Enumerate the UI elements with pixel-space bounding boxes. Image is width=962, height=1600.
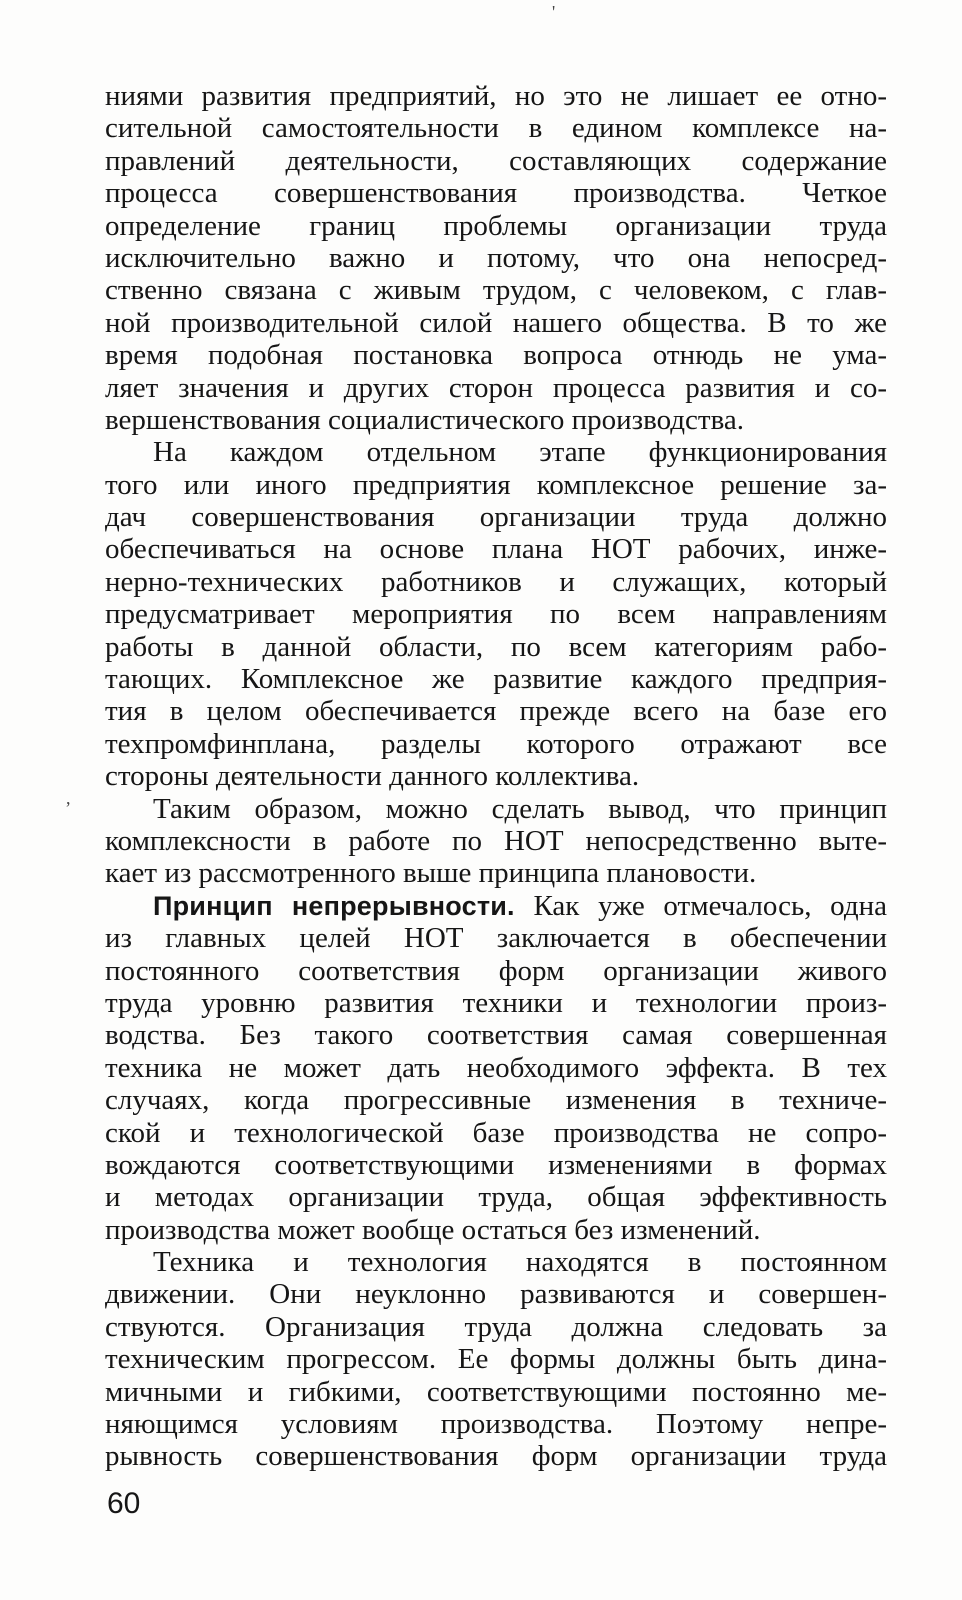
text-line: производства может вообще остаться без изменений. (105, 1213, 761, 1246)
paragraph-4 (105, 890, 887, 1246)
paragraph-5 (105, 1246, 887, 1473)
text-line: время подобная постановка вопроса отнюдь не ума- (105, 339, 887, 372)
text-line: техническим прогрессом. Ее формы должны быть дина- (105, 1343, 887, 1376)
text-line: нерно-технических работников и служащих, который (105, 565, 887, 598)
text-line: вождаются соответствующими изменениями в формах (105, 1148, 887, 1181)
text-line: работы в данной области, по всем категориям рабо- (105, 630, 887, 663)
page-number: 60 (107, 1487, 141, 1520)
text-line: техпромфинплана, разделы которого отражают все (105, 727, 887, 760)
paragraph-3 (105, 793, 887, 890)
text-line: предусматривает мероприятия по всем направлениям (105, 598, 887, 631)
text-line: комплексности в работе по НОТ непосредственно выте- (105, 824, 887, 857)
section-heading: Принцип непрерывности. (153, 890, 515, 921)
text-line: Техника и технология находятся в постоянном (153, 1246, 887, 1279)
text-line: обеспечиваться на основе плана НОТ рабочих, инже- (105, 533, 887, 566)
text-line: вершенствования социалистического производства. (105, 403, 745, 436)
print-speck: , (66, 788, 71, 808)
text-line: водства. Без такого соответствия самая совершенная (105, 1019, 887, 1052)
text-line: ниями развития предприятий, но это не лишает ее отно- (105, 80, 887, 112)
text-line: постоянного соответствия форм организации живого (105, 954, 887, 987)
text-line: тия в целом обеспечивается прежде всего на базе его (105, 695, 887, 728)
text-line: из главных целей НОТ заключается в обеспечении (105, 922, 887, 955)
text-line: того или иного предприятия комплексное решение за- (105, 468, 887, 501)
paragraph-2 (105, 436, 887, 792)
text-line: процесса совершенствования производства. Четкое (105, 177, 887, 210)
text-line: ской и технологической базе производства не сопро- (105, 1116, 887, 1149)
paragraph-1 (105, 80, 887, 436)
text-line: ляет значения и других сторон процесса развития и со- (105, 371, 887, 404)
text-line: случаях, когда прогрессивные изменения в техниче- (105, 1084, 887, 1117)
text-line: ной производительной силой нашего общества. В то же (105, 306, 887, 339)
text-line-rest: Как уже отмечалось, одна (514, 889, 887, 922)
print-speck: ' (552, 2, 556, 22)
text-line: стороны деятельности данного коллектива. (105, 760, 640, 793)
text-line: сительной самостоятельности в едином комплексе на- (105, 112, 887, 145)
text-line: ствуются. Организация труда должна следовать за (105, 1310, 887, 1343)
text-line: рывность совершенствования форм организации труда (105, 1440, 887, 1473)
text-line: дач совершенствования организации труда должно (105, 501, 887, 534)
text-line: исключительно важно и потому, что она непосред- (105, 241, 887, 274)
text-line: движении. Они неуклонно развиваются и совершен- (105, 1278, 887, 1311)
text-line: ственно связана с живым трудом, с человеком, с глав- (105, 274, 887, 307)
text-line: мичными и гибкими, соответствующими постоянно ме- (105, 1375, 887, 1408)
text-line: и методах организации труда, общая эффективность (105, 1181, 887, 1214)
text-line: труда уровню развития техники и технологии произ- (105, 986, 887, 1019)
text-line: няющимся условиям производства. Поэтому непре- (105, 1408, 887, 1441)
text-line: тающих. Комплексное же развитие каждого предприя- (105, 663, 887, 696)
text-line: правлений деятельности, составляющих содержание (105, 144, 887, 177)
text-line: определение границ проблемы организации труда (105, 209, 887, 242)
text-line: кает из рассмотренного выше принципа плановости. (105, 857, 757, 890)
text-line (105, 890, 887, 922)
text-line: На каждом отдельном этапе функционирования (153, 436, 887, 469)
body-text (105, 80, 887, 1473)
text-line: техника не может дать необходимого эффекта. В тех (105, 1051, 887, 1084)
text-line: Таким образом, можно сделать вывод, что принцип (153, 792, 887, 825)
